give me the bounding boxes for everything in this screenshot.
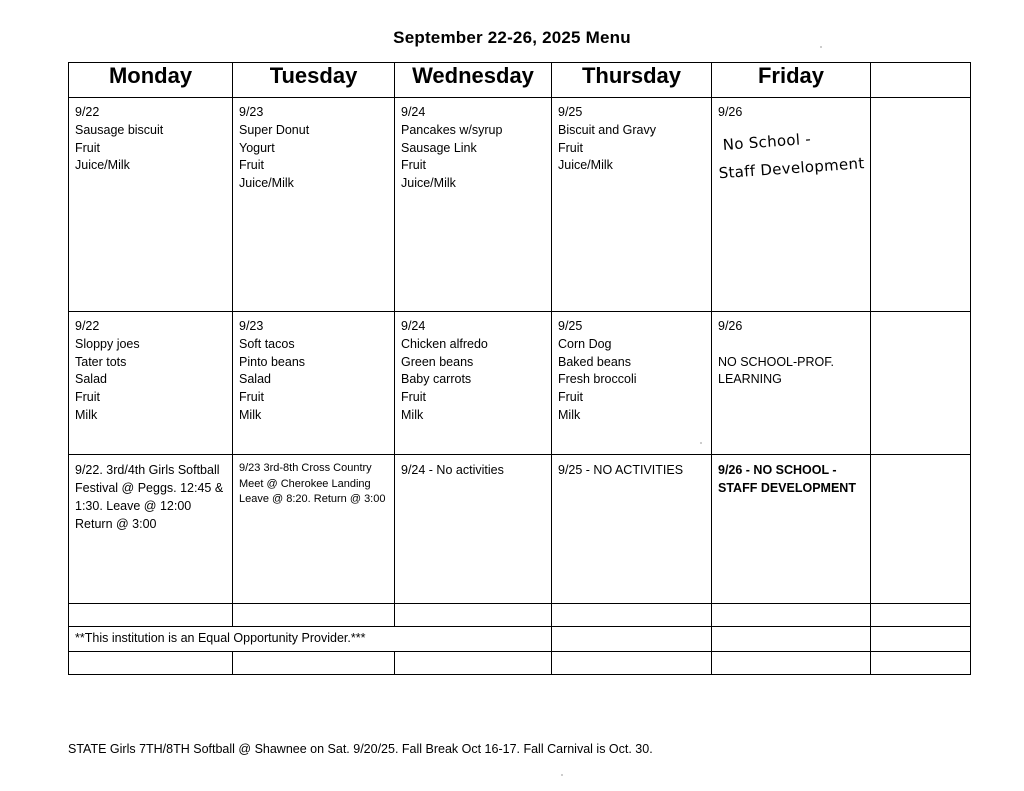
breakfast-cell-thursday [552, 98, 712, 312]
menu-item: Green beans [401, 354, 474, 369]
activity-cell-tuesday [233, 455, 395, 604]
cell-date: 9/23 [239, 319, 264, 333]
activity-text: 9/25 - NO ACTIVITIES [558, 463, 684, 477]
cell-date: 9/22 [75, 319, 100, 333]
footer-note: STATE Girls 7TH/8TH Softball @ Shawnee on Sat. 9/20/25. Fall Break Oct 16-17. Fall Carnival is Oct. 30. [68, 742, 653, 756]
menu-item: Fruit [75, 390, 100, 404]
spacer-cell [712, 652, 871, 675]
spacer-cell [712, 604, 871, 627]
notice-blank-cell [552, 627, 712, 652]
activity-cell-extra [871, 455, 971, 604]
no-school-line-2: LEARNING [718, 372, 782, 387]
lunch-cell-extra [871, 312, 971, 455]
menu-item: Milk [75, 407, 98, 422]
menu-item: Pinto beans [239, 354, 306, 369]
lunch-row [69, 312, 971, 455]
menu-item: Fruit [75, 140, 100, 155]
menu-item: Sloppy joes [75, 336, 140, 351]
table-header-row [69, 63, 971, 98]
handwritten-line-2: Staff Development [718, 153, 865, 182]
lunch-cell-monday [69, 312, 233, 455]
menu-item: Yogurt [239, 140, 275, 155]
page-title: September 22-26, 2025 Menu [393, 28, 631, 47]
menu-item: Super Donut [239, 122, 310, 137]
scan-speck [820, 46, 822, 48]
activities-row [69, 455, 971, 604]
menu-item: Biscuit and Gravy [558, 122, 656, 137]
notice-row [69, 627, 971, 652]
breakfast-cell-tuesday [233, 98, 395, 312]
menu-item: Fruit [401, 158, 426, 173]
handwritten-line-1: No School - [722, 129, 812, 154]
activity-text: 9/22. 3rd/4th Girls Softball Festival @ Peggs. 12:45 & 1:30. Leave @ 12:00 Return @ 3:00 [75, 463, 224, 532]
activity-cell-thursday [552, 455, 712, 604]
menu-item: Tater tots [75, 354, 127, 369]
cell-date: 9/25 [558, 319, 583, 333]
menu-item: Baked beans [558, 354, 631, 369]
weekly-menu-table [68, 62, 971, 675]
equal-opportunity-notice: **This institution is an Equal Opportunity Provider.*** [75, 631, 366, 645]
handwritten-note [718, 124, 867, 184]
spacer-row-2 [69, 652, 971, 675]
menu-item: Juice/Milk [401, 176, 456, 190]
column-header-blank [871, 63, 971, 98]
cell-date: 9/22 [75, 105, 100, 119]
menu-item: Fruit [558, 140, 583, 155]
menu-item: Pancakes w/syrup [401, 122, 503, 137]
menu-item: Fruit [558, 390, 583, 404]
cell-date: 9/25 [558, 105, 583, 119]
spacer-cell [395, 652, 552, 675]
notice-blank-cell [712, 627, 871, 652]
column-header-wednesday: Wednesday [395, 63, 552, 98]
menu-item: Juice/Milk [75, 158, 130, 173]
lunch-cell-thursday [552, 312, 712, 455]
spacer-cell [395, 604, 552, 627]
cell-date: 9/24 [401, 105, 426, 119]
cell-date: 9/26 [718, 105, 743, 119]
menu-item: Fresh broccoli [558, 372, 637, 387]
column-header-friday: Friday [712, 63, 871, 98]
activity-text: 9/24 - No activities [401, 463, 504, 477]
menu-item: Juice/Milk [558, 158, 613, 173]
menu-item: Fruit [239, 390, 264, 404]
menu-item: Corn Dog [558, 336, 612, 351]
activity-cell-friday [712, 455, 871, 604]
cell-date: 9/23 [239, 105, 264, 119]
menu-item: Fruit [401, 390, 426, 404]
spacer-cell [69, 652, 233, 675]
scan-speck [561, 774, 563, 776]
lunch-cell-friday [712, 312, 871, 455]
menu-item: Milk [401, 407, 424, 422]
spacer-cell [552, 604, 712, 627]
column-header-monday: Monday [69, 63, 233, 98]
spacer-cell [871, 604, 971, 627]
no-school-line-1: NO SCHOOL-PROF. [718, 354, 834, 369]
spacer-cell [233, 652, 395, 675]
spacer-cell [871, 652, 971, 675]
activity-cell-wednesday [395, 455, 552, 604]
activity-cell-monday [69, 455, 233, 604]
breakfast-row [69, 98, 971, 312]
spacer-cell [233, 604, 395, 627]
menu-item: Salad [239, 372, 271, 387]
menu-item: Juice/Milk [239, 176, 294, 190]
notice-blank-cell [871, 627, 971, 652]
spacer-row-1 [69, 604, 971, 627]
menu-item: Salad [75, 372, 107, 387]
cell-date: 9/24 [401, 319, 426, 333]
breakfast-cell-extra [871, 98, 971, 312]
menu-item: Chicken alfredo [401, 336, 488, 351]
column-header-thursday: Thursday [552, 63, 712, 98]
column-header-tuesday: Tuesday [233, 63, 395, 98]
lunch-cell-wednesday [395, 312, 552, 455]
lunch-cell-tuesday [233, 312, 395, 455]
menu-item: Sausage biscuit [75, 122, 164, 137]
spacer-cell [69, 604, 233, 627]
menu-item: Sausage Link [401, 140, 477, 155]
menu-item: Milk [239, 407, 262, 422]
menu-item: Fruit [239, 158, 264, 173]
breakfast-cell-friday [712, 98, 871, 312]
menu-item: Baby carrots [401, 372, 472, 387]
scan-speck [700, 442, 702, 444]
menu-item: Soft tacos [239, 336, 295, 351]
cell-date: 9/26 [718, 319, 743, 333]
activity-text: 9/23 3rd-8th Cross Country Meet @ Cherokee Landing Leave @ 8:20. Return @ 3:00 [239, 462, 386, 506]
spacer-cell [552, 652, 712, 675]
breakfast-cell-monday [69, 98, 233, 312]
menu-item [718, 336, 864, 354]
equal-opportunity-notice-cell [69, 627, 552, 652]
breakfast-cell-wednesday [395, 98, 552, 312]
activity-text: 9/26 - NO SCHOOL - STAFF DEVELOPMENT [718, 463, 856, 496]
menu-item: Milk [558, 407, 581, 422]
